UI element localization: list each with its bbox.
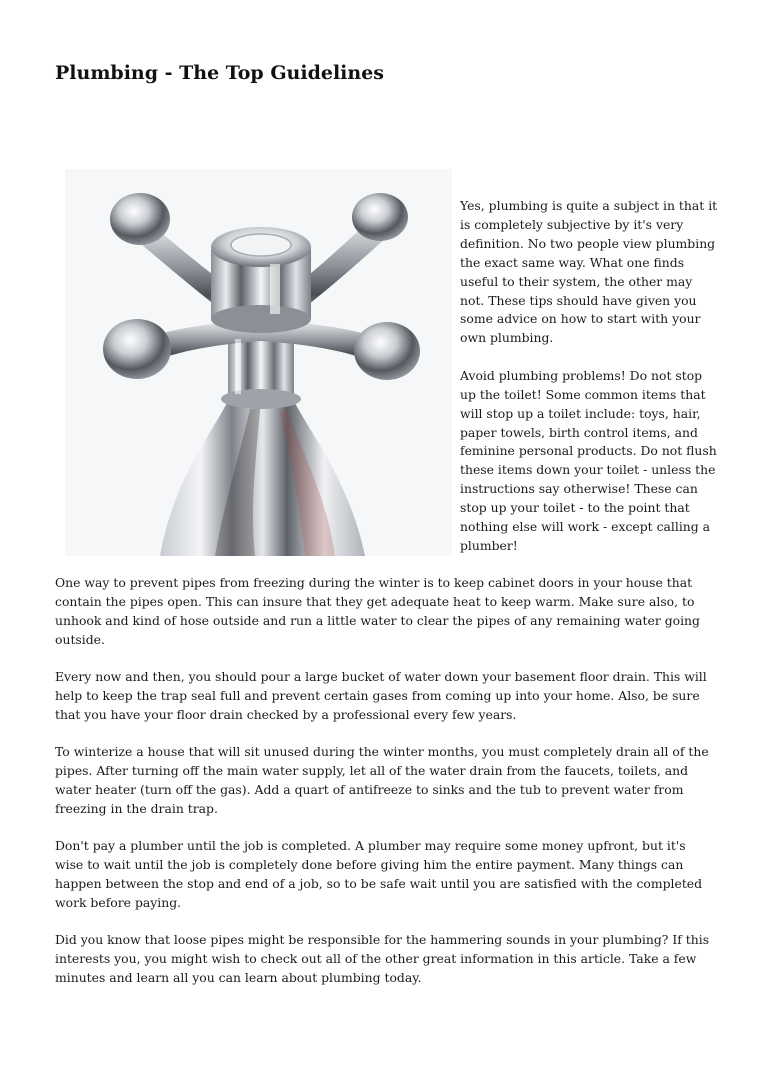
paragraph: Did you know that loose pipes might be responsible for the hammering sounds in your plumbing? If this interests you, you might wish to check out all of the other great information in this article. Take a few minutes and learn all you can learn about plumbing today. [55,932,710,985]
body-text [55,574,715,1006]
paragraph: Every now and then, you should pour a large bucket of water down your basement floor drain. This will help to keep the trap seal full and prevent certain gases from coming up into your home. Also, be sure that you have your floor drain checked by a professional every few years. [55,669,707,722]
faucet-image [65,169,452,556]
faucet-illustration [65,169,452,556]
side-paragraph: Yes, plumbing is quite a subject in that it is completely subjective by it's very definition. No two people view plumbing the exact same way. What one finds useful to their system, the other may not. These tips should have given you some advice on how to start with your own plumbing. [460,198,718,346]
page-title: Plumbing - The Top Guidelines [55,62,384,84]
side-paragraph: Avoid plumbing problems! Do not stop up the toilet! Some common items that will stop up a toilet include: toys, hair, paper towels, birth control items, and feminine personal products. Do not flush these items down your toilet - unless the instructions say otherwise! These can stop up your toilet - to the point that nothing else will work - except calling a plumber! [460,367,717,553]
side-column [460,197,718,575]
paragraph: Don't pay a plumber until the job is completed. A plumber may require some money upfront, but it's wise to wait until the job is completely done before giving him the entire payment. Many things can happen between the stop and end of a job, so to be safe wait until you are satisfied with the completed work before paying. [55,838,703,910]
paragraph: To winterize a house that will sit unused during the winter months, you must completely drain all of the pipes. After turning off the main water supply, let all of the water drain from the faucets, toilets, and water heater (turn off the gas). Add a quart of antifreeze to sinks and the tub to prevent water from freezing in the drain trap. [55,744,709,816]
paragraph: One way to prevent pipes from freezing during the winter is to keep cabinet doors in your house that contain the pipes open. This can insure that they get adequate heat to keep warm. Make sure also, to unhook and kind of hose outside and run a little water to clear the pipes of any remaining water going outside. [55,575,700,647]
